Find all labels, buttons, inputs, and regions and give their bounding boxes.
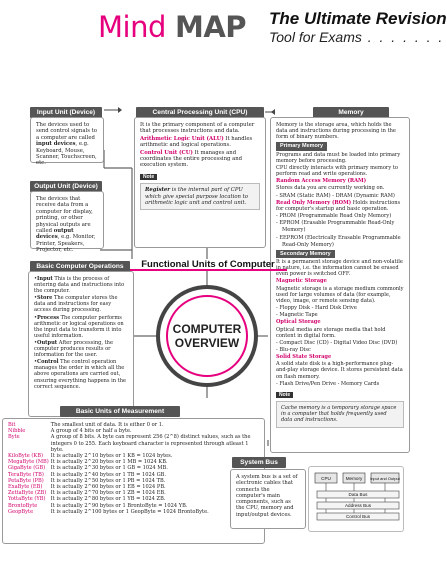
unit-description: It is actually 2^50 bytes or 1 PB = 1024 TB. [50,477,166,484]
overview-line2: OVERVIEW [174,336,240,350]
unit-name: GeopByte [8,508,34,515]
basic-ops-title: Basic Computer Operations [30,261,130,272]
unit-name: Nibble [8,428,26,435]
cpu-title: Central Processing Unit (CPU) [136,107,264,118]
memory-note: Cache memory is a temporary storage space in a computer that holds frequently used data and instructions. [276,401,404,427]
primary-memory-title: Primary Memory [276,142,327,150]
bus-cpu-label: CPU [321,475,331,481]
unit-description: It is actually 2^30 bytes or 1 GB = 1024 MB. [50,465,168,472]
unit-name: GigaByte (GB) [8,465,46,472]
control-bus-label: Control Bus [345,514,371,520]
unit-description: It is actually 2^40 bytes or 1 TB = 1024 GB. [50,471,166,478]
bus-diagram-svg [309,467,405,533]
unit-description: It is actually 2^10 bytes or 1 KB = 1024 bytes. [50,453,173,460]
op-store: • Store The computer stores the data and instructions for easy access during processing. [34,295,128,313]
op-output: • Output After processing, the computer produces results or information for the user. [34,340,128,358]
input-unit-box: The devices used to send control signals to a computer are called input devices, e.g. Keyboard, Mouse, Scanner, Touchscreen, etc. [30,117,104,163]
unit-name: ZettaByte (ZB) [8,490,47,497]
computer-overview-circle [156,285,258,387]
units-table [7,422,260,515]
output-unit-title: Output Unit (Device) [30,181,102,192]
data-bus-label: Data Bus [348,492,368,498]
memory-note-tag: Note [276,392,293,398]
unit-description: It is actually 2^20 bytes or 1 MB = 1024 KB. [50,459,168,466]
units-box [2,418,265,544]
overview-line1: COMPUTER [172,322,242,336]
bus-io-label: Input and Output [370,475,400,481]
input-unit-title: Input Unit (Device) [30,107,102,118]
header-subtagline: Tool for Exams . . . . . . . [269,29,445,45]
unit-description: It is actually 2^60 bytes or 1 EB = 1024 PB. [50,484,166,491]
units-row [7,509,260,515]
basic-ops-box [28,271,134,417]
unit-name: KiloByte (KB) [8,453,43,460]
unit-name: YottaByte (YB) [8,496,46,503]
unit-name: BrontoByte [8,502,38,509]
unit-name: PetaByte (PB) [8,477,44,484]
unit-description: It is actually 2^80 bytes or 1 YB = 1024 ZB. [50,496,166,503]
system-bus-box: A system bus is a set of electronic cables that connects the computer's main components, such as the CPU, memory and input/output devices. [230,469,306,529]
op-control: • Control The control operation manages the order in which all the above operations are carried out, ensuring everything happens in the correct sequence. [34,359,128,389]
cpu-note-tag: Note [140,174,157,180]
brand-map: MAP [175,10,247,44]
unit-name: MegaByte (MB) [8,459,49,466]
header [98,6,447,56]
memory-box: Memory is the storage area, which holds the data and instructions during processing in the form of binary numbers. Primary Memory Programs and data must be loaded into primary memory before processing. CPU directly interacts with primary memory to perform read and write operations. Random Access Memory (RAM) Stores data you are currently working on. - SRAM (Static RAM) - DRAM (Dynamic RAM) Read Only Memory (ROM) Holds instructions for computer's startup and basic operation. - PROM (Programmable Read Only Memory) - EPROM (Erasable Programmable Read-Only Memory) - EEPROM (Electrically Erasable Programmable Read-Only Memory) Secondary Memory It is a permanent storage device and non-volatile in nature, i.e. the information cannot be erased even power is switched OFF. Magnetic Storage Magnetic storage is a storage medium commonly used for large volumes of data (for example, video, image, or remote sensing data). - Floppy Disk - Hard Disk Drive - Magnetic Tape Optical Storage Optical media are storage media that hold content in digital form. - Compact Disc (CD) - Digital Video Disc (DVD) - Blu-ray Disc Solid State Storage A solid state disk is a high-performance plug-and-play storage device. It stores persistent data on flash memory. - Flash Drive/Pen Drive - Memory Cards Note Cache memory is a temporary storage space in a computer that holds frequently used data and instructions. [270,117,410,453]
cpu-box: It is the primary component of a computer that processes instructions and data. Arithmetic Logic Unit (ALU) It handles arithmetic and logical operations. Control Unit (CU) It manages and coordinates the entire processing and execution system. Note Register is the internal part of CPU which give special purpose location to arithmetic logic unit and control unit. [134,117,266,248]
unit-name: Byte [8,434,20,441]
unit-description: A group of 4 bits or half a byte. [50,428,132,435]
output-unit-box: The devices that receive data from a computer for display, printing, or other physical outputs are called output devices, e.g. Monitor, Printer, Speakers, Projector, etc. [30,191,104,249]
units-row [7,434,260,453]
unit-description: It is actually 2^90 bytes or 1 BrontoByte = 1024 YB. [50,502,188,509]
unit-description: It is actually 2^70 bytes or 1 ZB = 1024 EB. [50,490,166,497]
address-bus-label: Address Bus [344,503,372,509]
system-bus-diagram [308,466,404,532]
unit-name: Bit [8,422,16,428]
unit-description: The smallest unit of data. It is either 0 or 1. [50,422,164,428]
bus-memory-label: Memory [345,475,363,481]
units-title: Basic Units of Measurement [60,406,180,417]
cpu-note: Register is the internal part of CPU which give special purpose location to arithmetic logic unit and control unit. [140,183,260,210]
secondary-memory-title: Secondary Memory [276,250,335,258]
brand-mind: Mind [98,10,166,44]
functional-units-title: Functional Units of Computer [129,259,287,271]
unit-description: It is actually 2^100 bytes or 1 GeopByte = 1024 BrontoByte. [50,508,209,515]
memory-title: Memory [313,107,389,118]
op-input: • Input This is the process of entering data and instructions into the computer. [34,276,128,294]
system-bus-title: System Bus [232,457,286,468]
header-tagline: The Ultimate Revision [269,9,447,28]
op-process: • Process The computer performs arithmetic or logical operations on the input data to transform it into useful information. [34,315,128,339]
unit-description: A group of 8 bits. A byte can represent 256 (2^8) distinct values, such as the integers 0 to 255. Each keyboard character is represented through atleast 1 byte. [50,434,251,453]
unit-name: ExaByte (EB) [8,484,43,491]
unit-name: TeraByte (TB) [8,471,44,478]
